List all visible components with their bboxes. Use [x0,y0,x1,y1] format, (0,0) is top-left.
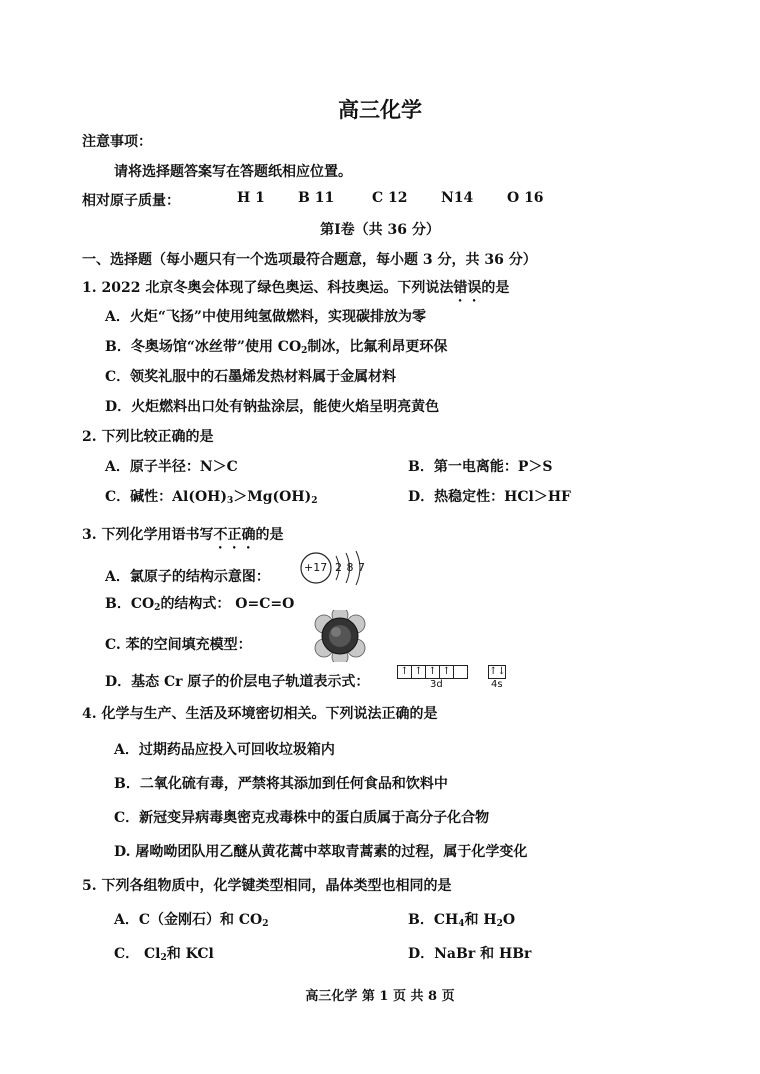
label-4s: 4s [491,679,503,690]
q1-stem: 1. 2022 北京冬奥会体现了绿色奥运、科技奥运。下列说法错误的是 [82,280,510,296]
q3-stem: 3. 下列化学用语书写不正确的是 [82,527,284,543]
atomic-mass-o: O 16 [507,190,544,206]
orbital-3d-box: ↑ [397,665,412,679]
q2-option-b: B．第一电离能：P＞S [408,459,553,475]
orbital-3d-box: ↑ [439,665,454,679]
q5-option-d: D．NaBr 和 HBr [408,946,532,962]
q4-option-c: C．新冠变异病毒奥密克戎毒株中的蛋白质属于高分子化合物 [114,810,490,826]
benzene-space-filling-model [310,610,370,662]
atomic-mass-label: 相对原子质量： [82,193,180,209]
page-footer: 高三化学 第 1 页 共 8 页 [305,989,455,1004]
q1-option-c: C．领奖礼服中的石墨烯发热材料属于金属材料 [105,369,397,385]
q4-option-b: B．二氧化硫有毒，严禁将其添加到任何食品和饮料中 [114,776,448,792]
section-heading: 一、选择题（每小题只有一个选项最符合题意，每小题 3 分，共 36 分） [82,252,537,268]
q3-option-c: C. 苯的空间填充模型： [105,637,252,653]
q5-option-c: C． $Cl_2$和 KCl [114,946,214,963]
orbital-3d-box [453,665,468,679]
atomic-mass-n: N14 [441,190,474,206]
atomic-mass-c: C 12 [372,190,408,206]
electron-shells: 2 8 7 [335,561,365,574]
q5-stem: 5. 下列各组物质中，化学键类型相同，晶体类型也相同的是 [82,878,452,894]
q2-stem: 2. 下列比较正确的是 [82,429,214,445]
page-title: 高三化学 [338,97,422,122]
q4-option-a: A．过期药品应投入可回收垃圾箱内 [114,742,335,758]
nucleus-charge: +17 [304,561,328,574]
q3-option-b: B．$CO_2$的结构式： O=C=O [105,596,295,613]
q2-option-c: C．碱性：$Al(OH)_3>Mg(OH)_2$ [105,489,318,506]
notice-heading: 注意事项： [82,134,152,150]
q2-option-d: D．热稳定性：HCl＞HF [408,489,571,505]
notice-text: 请将选择题答案写在答题纸相应位置。 [114,164,352,180]
orbital-3d-box: ↑ [425,665,440,679]
part-heading: 第Ⅰ卷（共 36 分） [320,222,440,238]
q1-option-d: D．火炬燃料出口处有钠盐涂层，能使火焰呈明亮黄色 [105,399,440,415]
orbital-4s [489,661,506,680]
q1-option-b: B．冬奥场馆“冰丝带”使用 $CO_2$制冰，比氟利昂更环保 [105,339,448,356]
atomic-mass-h: H 1 [237,190,265,206]
orbital-4s-box: ↑↓ [489,665,506,677]
q1-option-a: A．火炬“飞扬”中使用纯氢做燃料，实现碳排放为零 [105,309,426,325]
q5-option-a: A．C（金刚石）和 $CO_2$ [114,912,269,929]
orbital-3d-box: ↑ [411,665,426,679]
atomic-mass-b: B 11 [298,190,335,206]
q4-option-d: D. 屠呦呦团队用乙醚从黄花蒿中萃取青蒿素的过程，属于化学变化 [114,844,528,860]
label-3d: 3d [430,679,443,690]
q3-option-a: A．氯原子的结构示意图： [105,569,270,585]
q4-stem: 4. 化学与生产、生活及环境密切相关。下列说法正确的是 [82,706,438,722]
orbital-3d [398,661,468,680]
q5-option-b: B．$CH_4$和 $H_2O$ [408,912,516,929]
q2-option-a: A．原子半径：N＞C [105,459,238,475]
q3-option-d: D．基态 Cr 原子的价层电子轨道表示式： [105,674,370,690]
